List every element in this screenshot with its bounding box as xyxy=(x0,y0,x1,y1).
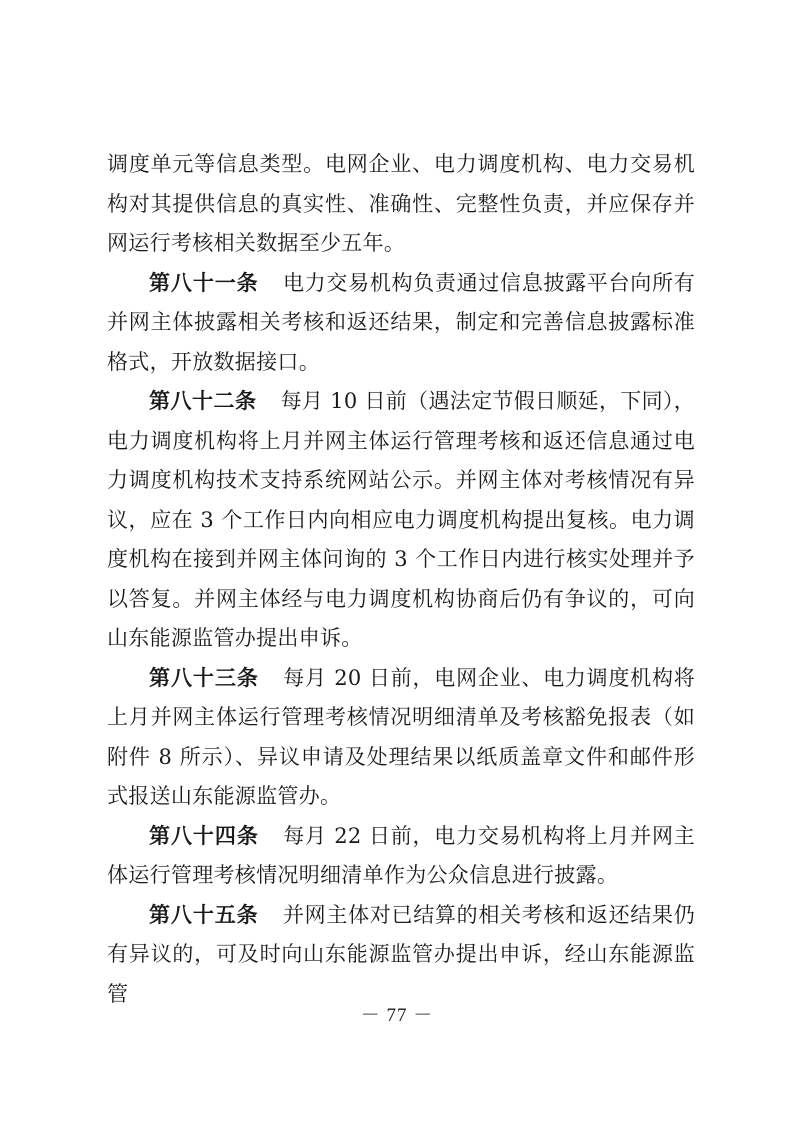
article-text: 并网主体对已结算的相关考核和返还结果仍有异议的，可及时向山东能源监管办提出申诉，经山东能源监管 xyxy=(107,902,696,1006)
article-84 xyxy=(107,817,695,896)
article-number: 第八十二条 xyxy=(149,389,257,413)
article-number: 第八十五条 xyxy=(149,902,259,927)
article-81 xyxy=(107,264,695,383)
paragraph-text: 调度单元等信息类型。电网企业、电力调度机构、电力交易机构对其提供信息的真实性、准确性、完整性负责，并应保存并网运行考核相关数据至少五年。 xyxy=(107,152,695,255)
article-text: 每月 22 日前，电力交易机构将上月并网主体运行管理考核情况明细清单作为公众信息进行披露。 xyxy=(107,823,696,887)
article-number: 第八十三条 xyxy=(149,665,259,690)
article-number: 第八十四条 xyxy=(149,823,259,848)
article-85 xyxy=(107,896,695,1015)
page-body xyxy=(107,145,695,1014)
article-number: 第八十一条 xyxy=(149,270,259,295)
paragraph-continuation xyxy=(107,145,695,264)
article-text: 每月 10 日前（遇法定节假日顺延，下同），电力调度机构将上月并网主体运行管理考核和返还信息通过电力调度机构技术支持系统网站公示。并网主体对考核情况有异议，应在 3 个工作日内向相应电力调度机构提出复核。电力调度机构在接到并网主体问询的 3 个工作日内进行核实处理并予以答复。并网主体经与电力调度机构协商后仍有争议的，可向山东能源监管办提出申诉。 xyxy=(107,389,696,650)
article-83 xyxy=(107,659,695,817)
article-text: 电力交易机构负责通过信息披露平台向所有并网主体披露相关考核和返还结果，制定和完善信息披露标准格式，开放数据接口。 xyxy=(107,270,696,374)
article-text: 每月 20 日前，电网企业、电力调度机构将上月并网主体运行管理考核情况明细清单及考核豁免报表（如附件 8 所示）、异议申请及处理结果以纸质盖章文件和邮件形式报送山东能源监管办。 xyxy=(107,665,696,808)
article-82 xyxy=(107,382,695,659)
page-number: － 77 － xyxy=(360,1005,434,1026)
